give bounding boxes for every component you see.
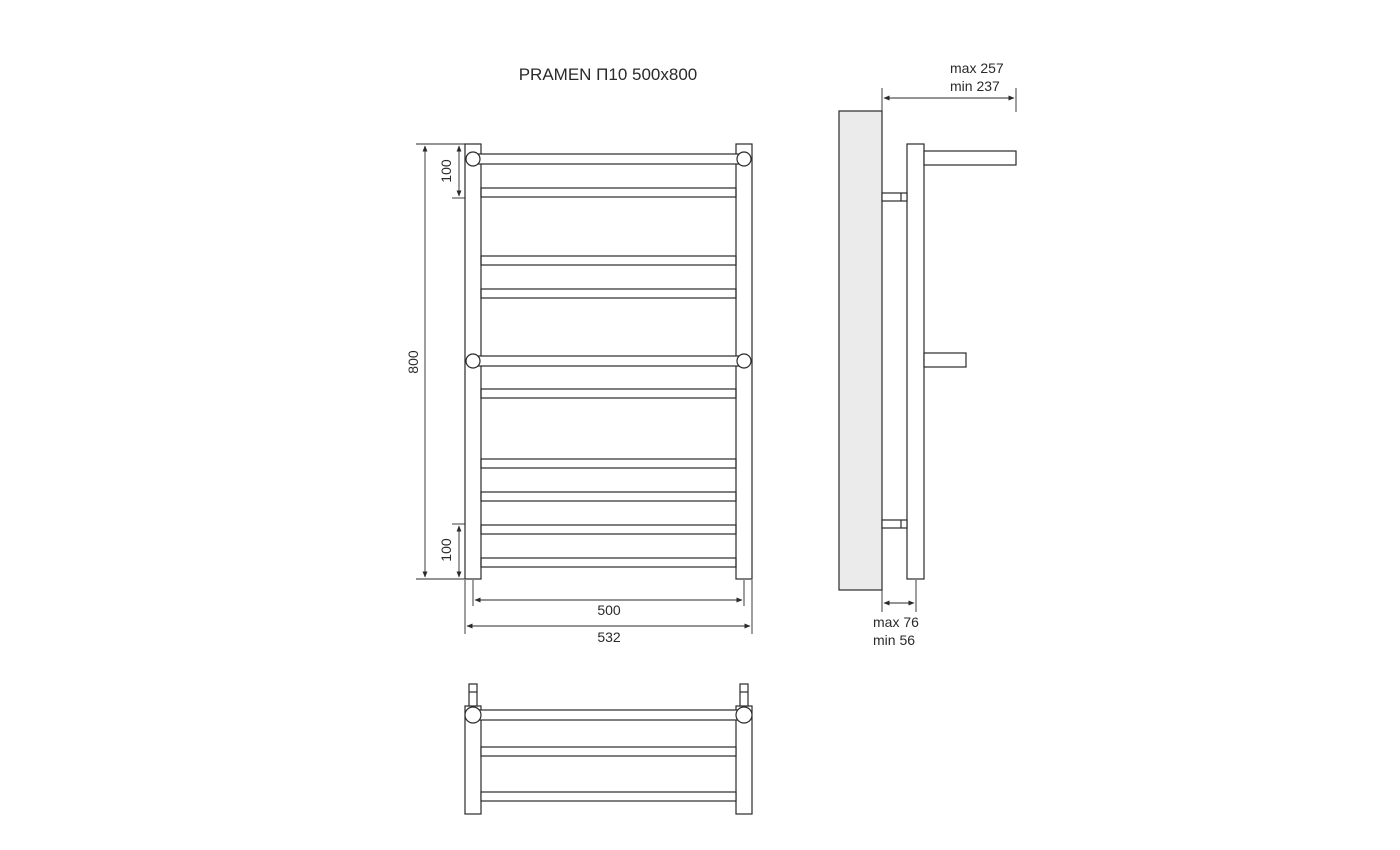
dim-bottom-spacing-label: 100	[438, 538, 454, 562]
wall	[839, 111, 882, 590]
dim-outer-width-label: 532	[597, 629, 621, 645]
dim-inner-width-label: 500	[597, 602, 621, 618]
left-fitting	[469, 684, 477, 706]
top-view-bar	[481, 747, 736, 756]
crossbar	[481, 492, 736, 501]
crossbar	[481, 289, 736, 298]
wall-gap-max-label: max 76	[873, 614, 919, 630]
dim-height-label: 800	[405, 350, 421, 374]
middle-round-bar	[473, 356, 744, 366]
wall-bracket-top	[882, 193, 907, 201]
top-view-left-joint	[465, 707, 481, 723]
crossbar	[481, 188, 736, 197]
drawing-title: PRAMEN П10 500x800	[518, 65, 698, 84]
side-post	[907, 144, 924, 579]
crossbar	[481, 459, 736, 468]
top-view	[465, 684, 752, 814]
depth-min-label: min 237	[950, 78, 1000, 94]
middle-shelf-arm	[924, 353, 966, 367]
crossbar	[481, 389, 736, 398]
side-dimensions	[882, 88, 1016, 612]
top-view-bar	[481, 792, 736, 801]
side-view	[839, 111, 1016, 590]
dim-top-spacing-label: 100	[438, 159, 454, 183]
wall-bracket-bottom	[882, 520, 907, 528]
top-round-bar	[473, 154, 744, 164]
middle-left-joint	[466, 354, 480, 368]
wall-gap-min-label: min 56	[873, 632, 916, 648]
depth-max-label: max 257	[950, 60, 1004, 76]
crossbar	[481, 256, 736, 265]
right-fitting	[740, 684, 748, 706]
top-shelf-arm	[924, 151, 1016, 165]
top-view-right-joint	[736, 707, 752, 723]
top-right-joint	[737, 152, 751, 166]
middle-right-joint	[737, 354, 751, 368]
crossbar	[481, 525, 736, 534]
crossbar	[481, 558, 736, 567]
top-view-round-bar	[473, 710, 744, 720]
front-view	[465, 144, 752, 579]
top-left-joint	[466, 152, 480, 166]
